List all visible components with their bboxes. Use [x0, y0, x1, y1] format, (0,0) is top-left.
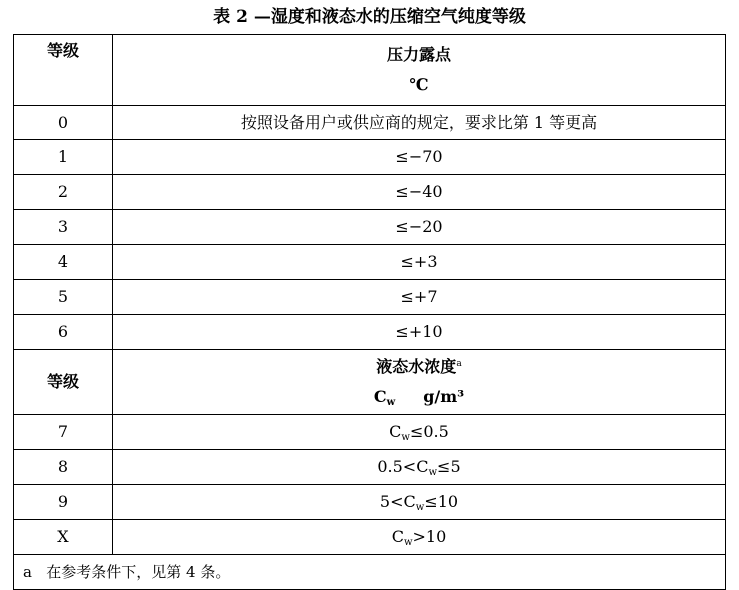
- grade-header: 等级: [14, 35, 113, 106]
- value-cell: 按照设备用户或供应商的规定，要求比第 1 等更高: [113, 106, 726, 140]
- value-cell: $0.5<C_w\le 5$: [113, 450, 726, 485]
- table-row: [14, 450, 726, 485]
- purity-class-table: [13, 34, 726, 590]
- header-row-dew-point: [14, 35, 726, 106]
- value-cell: $5<C_w\le 10$: [113, 485, 726, 520]
- table-row: [14, 245, 726, 280]
- grade-header: 等级: [14, 350, 113, 415]
- table-row: [14, 485, 726, 520]
- footnote-row: [14, 555, 726, 590]
- grade-cell: 4: [14, 245, 113, 280]
- value-cell: ≤+10: [113, 315, 726, 350]
- table-row: [14, 520, 726, 555]
- grade-cell: 6: [14, 315, 113, 350]
- grade-cell: 7: [14, 415, 113, 450]
- grade-cell: 3: [14, 210, 113, 245]
- value-cell: ≤−70: [113, 140, 726, 175]
- grade-cell: 0: [14, 106, 113, 140]
- grade-cell: 5: [14, 280, 113, 315]
- grade-cell: 8: [14, 450, 113, 485]
- grade-cell: 2: [14, 175, 113, 210]
- liquid-water-label: 液态水浓度$^a$: [376, 357, 462, 376]
- liquid-water-unit: $C_w$ g/m³: [373, 387, 465, 408]
- dew-point-label: 压力露点: [386, 45, 451, 64]
- grade-cell: 1: [14, 140, 113, 175]
- dew-point-header: [113, 35, 726, 106]
- table-row: [14, 175, 726, 210]
- value-cell: ≤+3: [113, 245, 726, 280]
- value-cell: $C_w\le 0.5$: [113, 415, 726, 450]
- table-row: [14, 315, 726, 350]
- table-row: [14, 210, 726, 245]
- table-row: [14, 106, 726, 140]
- grade-cell: 9: [14, 485, 113, 520]
- grade-cell: X: [14, 520, 113, 555]
- value-cell: $C_w>10$: [113, 520, 726, 555]
- value-cell: ≤+7: [113, 280, 726, 315]
- footnote: [14, 555, 726, 590]
- footnote-mark: a: [456, 359, 462, 369]
- table-row: [14, 280, 726, 315]
- value-cell: ≤−20: [113, 210, 726, 245]
- table-title: 表 2 —湿度和液态水的压缩空气纯度等级: [213, 7, 526, 27]
- table-row: [14, 415, 726, 450]
- liquid-water-header: [113, 350, 726, 415]
- value-cell: ≤−40: [113, 175, 726, 210]
- footnote-mark: a: [23, 563, 32, 581]
- dew-point-unit: ℃: [409, 75, 429, 94]
- header-row-liquid-water: [14, 350, 726, 415]
- footnote-text: 在参考条件下，见第 4 条。: [46, 563, 231, 581]
- table-row: [14, 140, 726, 175]
